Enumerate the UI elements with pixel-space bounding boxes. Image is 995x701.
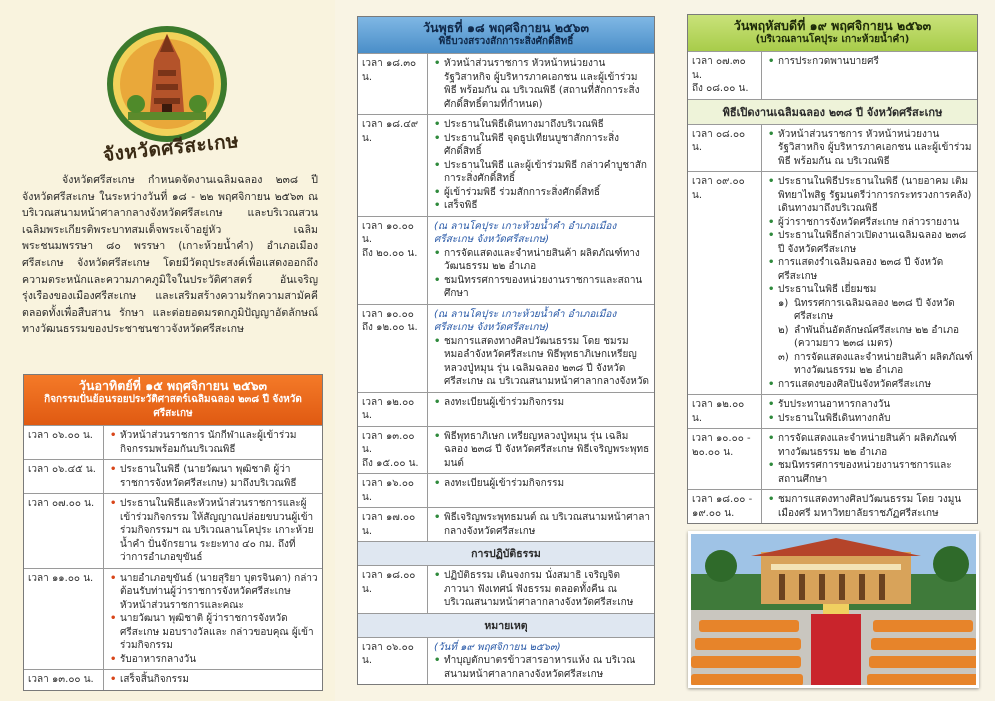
activity-cell [762, 125, 977, 172]
schedule-row [358, 114, 654, 216]
activity-cell [428, 54, 654, 114]
activity-list [110, 572, 318, 667]
schedule-row [688, 394, 977, 428]
practice-section-title: การปฏิบัติธรรม [358, 541, 654, 565]
activity-list [434, 569, 650, 610]
activity-cell [428, 508, 654, 541]
activity-item: • การแสดงของศิลปินจังหวัดศรีสะเกษ [768, 378, 973, 392]
activity-item: • การจัดแสดงและจำหน่ายสินค้า ผลิตภัณฑ์ทางวัฒนธรรม ๒๒ อำเภอ [434, 247, 650, 274]
activity-item: • ประธานในพิธีและหัวหน้าส่วนราชการและผู้เข้าร่วมกิจกรรม ให้สัญญาณปล่อยขบวนผู้เข้าร่วมกิจกรรมฯ ณ บริเวณลานโคปุระ เกาะห้วยน้ำคำ ปั่นจักรยาน ระยะทาง ๔๐ กม. ถึงที่ว่าการอำเภอขุขันธ์ [110, 497, 318, 565]
sunday-title: วันอาทิตย์ที่ ๑๕ พฤศจิกายน ๒๕๖๓ [78, 378, 268, 393]
thursday-title: วันพฤหัสบดีที่ ๑๙ พฤศจิกายน ๒๕๖๓ [733, 18, 932, 33]
activity-cell [428, 115, 654, 216]
activity-cell [762, 172, 977, 394]
activity-cell [428, 427, 654, 474]
time-cell: เวลา ๑๘.๐๐ น. [358, 566, 428, 613]
activity-list [110, 429, 318, 456]
activity-item: • เสร็จสิ้นกิจกรรม [110, 673, 318, 687]
time-cell: เวลา ๐๘.๐๐ น. [688, 125, 762, 172]
thursday-subtitle: (บริเวณลานโคปุระ เกาะห้วยน้ำคำ) [755, 34, 910, 45]
opening-rows [688, 124, 977, 524]
activity-list [768, 55, 973, 69]
activity-item: • หัวหน้าส่วนราชการ นักกีฬาและผู้เข้าร่วมกิจกรรมพร้อมกันบริเวณพิธี [110, 429, 318, 456]
time-cell: เวลา ๑๘.๔๙ น. [358, 115, 428, 216]
time-cell: เวลา ๑๗.๐๐ น. [358, 508, 428, 541]
activity-item: • ทำบุญตักบาตรข้าวสารอาหารแห้ง ณ บริเวณสนามหน้าศาลากลางจังหวัดศรีสะเกษ [434, 654, 650, 681]
schedule-row [358, 473, 654, 507]
activity-item: • การประกวดพานบายศรี [768, 55, 973, 69]
activity-list [434, 118, 650, 213]
subitem-text: นิทรรศการเฉลิมฉลอง ๒๓๘ ปี จังหวัดศรีสะเกษ [794, 297, 955, 322]
sunday-schedule-table [23, 374, 323, 691]
activity-cell [428, 474, 654, 507]
activity-list [434, 396, 650, 410]
activity-item: • ชมนิทรรศการของหน่วยงานราชการและสถานศึกษา [768, 459, 973, 486]
activity-item: • เสร็จพิธี [434, 199, 650, 213]
time-cell: เวลา ๑๐.๐๐ น. ถึง ๒๐.๐๐ น. [358, 217, 428, 304]
thursday-schedule-table [687, 14, 978, 524]
activity-item: • รับประทานอาหารกลางวัน [768, 398, 973, 412]
subitem-text: การจัดแสดงและจำหน่ายสินค้า ผลิตภัณฑ์ทางวัฒนธรรม ๒๒ อำเภอ [794, 351, 973, 376]
activity-item: • นายวัฒนา พุฒิชาติ ผู้ว่าราชการจังหวัดศรีสะเกษ มอบรางวัลและ กล่าวขอบคุณ ผู้เข้าร่วมกิจกรรม [110, 612, 318, 653]
activity-item: • ประธานในพิธี จุดธูปเทียนบูชาสักการะสิ่งศักดิ์สิทธิ์ [434, 132, 650, 159]
activity-cell [104, 426, 322, 459]
activity-list [434, 477, 650, 491]
subitem-number: ๑) [778, 297, 789, 309]
schedule-row [358, 304, 654, 392]
location-note: (วันที่ ๑๙ พฤศจิกายน ๒๕๖๓) [434, 641, 561, 653]
activity-cell [762, 490, 977, 523]
subitem-number: ๒) [778, 324, 789, 336]
activity-item: • ประธานในพิธีเดินทางกลับ [768, 412, 973, 426]
activity-list [110, 463, 318, 490]
activity-item: • ประธานในพิธี เยี่ยมชม [768, 283, 973, 297]
time-cell: เวลา ๑๒.๐๐ น. [688, 395, 762, 428]
activity-subitem [768, 324, 973, 351]
time-cell: เวลา ๑๒.๐๐ น. [358, 393, 428, 426]
activity-list [768, 493, 973, 520]
schedule-row [688, 489, 977, 523]
activity-item: • ประธานในพิธี และผู้เข้าร่วมพิธี กล่าวคำบูชาสักการะสิ่งศักดิ์สิทธิ์ [434, 159, 650, 186]
schedule-row [358, 426, 654, 474]
thursday-header [688, 15, 977, 51]
time-cell: เวลา ๑๐.๐๐ ถึง ๑๒.๐๐ น. [358, 305, 428, 392]
activity-subitem [768, 297, 973, 324]
activity-item: • ประธานในพิธีเดินทางมาถึงบริเวณพิธี [434, 118, 650, 132]
activity-cell [104, 460, 322, 493]
activity-cell [428, 638, 654, 685]
activity-item: • การแสดงรำเฉลิมฉลอง ๒๓๘ ปี จังหวัดศรีสะเกษ [768, 256, 973, 283]
activity-cell [428, 217, 654, 304]
time-cell: เวลา ๑๖.๐๐ น. [358, 474, 428, 507]
activity-cell [104, 494, 322, 568]
wednesday-rows [358, 53, 654, 541]
activity-item: • ประธานในพิธีประธานในพิธี (นายอาคม เติมพิทยาไพสิฐ รัฐมนตรีว่าการกระทรวงการคลัง) เดินทางมาถึงบริเวณพิธี [768, 175, 973, 216]
subitem-text: ลำพันถิ่นอัตลักษณ์ศรีสะเกษ ๒๒ อำเภอ (ความยาว ๒๓๘ เมตร) [794, 324, 960, 349]
schedule-row [358, 507, 654, 541]
schedule-row [688, 428, 977, 489]
activity-list [434, 57, 650, 111]
schedule-row [24, 493, 322, 568]
sunday-header [24, 375, 322, 425]
activity-list [768, 128, 973, 169]
sunday-rows [24, 425, 322, 690]
activity-list [768, 432, 973, 486]
time-cell: เวลา ๐๗.๐๐ น. [24, 494, 104, 568]
activity-item: • นายอำเภอขุขันธ์ (นายสุริยา บุตรจินดา) กล่าวต้อนรับท่านผู้ว่าราชการจังหวัดศรีสะเกษ หัวหน้าส่วนราชการและคณะ [110, 572, 318, 613]
time-cell: เวลา ๑๘.๐๐ - ๑๙.๐๐ น. [688, 490, 762, 523]
activity-list [434, 654, 650, 681]
activity-item: • พิธีพุทธาภิเษก เหรียญหลวงปู่หมุน รุ่น เฉลิมฉลอง ๒๓๘ ปี จังหวัดศรีสะเกษ พิธีเจริญพระพุทธมนต์ [434, 430, 650, 471]
schedule-row [688, 51, 977, 99]
activity-item: • ปฏิบัติธรรม เดินจงกรม นั่งสมาธิ เจริญจิตภาวนา ฟังเทศน์ ฟังธรรม ตลอดทั้งคืน ณ บริเวณสนามหน้าศาลากลางจังหวัดศรีสะเกษ [434, 569, 650, 610]
activity-list [768, 378, 973, 392]
schedule-row [358, 53, 654, 114]
wednesday-schedule-table [357, 16, 655, 685]
time-cell: เวลา ๑๓.๐๐ น. [24, 670, 104, 690]
schedule-row [358, 637, 654, 685]
time-cell: เวลา ๑๓.๐๐ น. ถึง ๑๕.๐๐ น. [358, 427, 428, 474]
note-rows [358, 637, 654, 685]
subitem-number: ๓) [778, 351, 789, 363]
activity-list [434, 335, 650, 389]
activity-item: • ลงทะเบียนผู้เข้าร่วมกิจกรรม [434, 477, 650, 491]
activity-list [434, 511, 650, 538]
wednesday-title: วันพุธที่ ๑๘ พฤศจิกายน ๒๕๖๓ [422, 20, 589, 35]
schedule-row [358, 216, 654, 304]
thursday-rows [688, 51, 977, 99]
schedule-row [24, 425, 322, 459]
schedule-row [24, 459, 322, 493]
time-cell: เวลา ๑๐.๐๐ - ๒๐.๐๐ น. [688, 429, 762, 489]
activity-cell [428, 305, 654, 392]
activity-item: • ชมการแสดงทางศิลปวัฒนธรรม โดย วงมูนเมืองศรี มหาวิทยาลัยราชภัฏศรีสะเกษ [768, 493, 973, 520]
schedule-row [24, 669, 322, 690]
activity-list [434, 247, 650, 301]
activity-cell [762, 429, 977, 489]
activity-list [768, 175, 973, 297]
activity-item: • รับอาหารกลางวัน [110, 653, 318, 667]
activity-item: • ผู้ว่าราชการจังหวัดศรีสะเกษ กล่าวรายงาน [768, 216, 973, 230]
schedule-row [358, 565, 654, 613]
activity-item: • พิธีเจริญพระพุทธมนต์ ณ บริเวณสนามหน้าศาลากลางจังหวัดศรีสะเกษ [434, 511, 650, 538]
activity-item: • หัวหน้าส่วนราชการ หัวหน้าหน่วยงานรัฐวิสาหกิจ ผู้บริหารภาคเอกชน และผู้เข้าร่วมพิธี พร้อมกัน ณ บริเวณพิธี (สถานที่สักการะสิ่งศักดิ์สิทธิ์ตามที่กำหนด) [434, 57, 650, 111]
activity-item: • ชมการแสดงทางศิลปวัฒนธรรม โดย ชมรมหมอลำจังหวัดศรีสะเกษ พิธีพุทธาภิเษกเหรียญหลวงปู่หมุน รุ่น เฉลิมฉลอง ๒๓๘ ปี จังหวัดศรีสะเกษ ณ บริเวณสนามหน้าศาลากลางจังหวัด [434, 335, 650, 389]
time-cell: เวลา ๐๙.๐๐ น. [688, 172, 762, 394]
location-note: (ณ ลานโคปุระ เกาะห้วยน้ำคำ อำเภอเมืองศรีสะเกษ จังหวัดศรีสะเกษ) [434, 220, 617, 245]
time-cell: เวลา ๑๑.๐๐ น. [24, 569, 104, 670]
schedule-row [688, 124, 977, 172]
activity-item: • หัวหน้าส่วนราชการ หัวหน้าหน่วยงานรัฐวิสาหกิจ ผู้บริหารภาคเอกชน และผู้เข้าร่วมพิธี พร้อมกัน ณ บริเวณพิธี [768, 128, 973, 169]
activity-item: • ประธานในพิธีกล่าวเปิดงานเฉลิมฉลอง ๒๓๘ ปี จังหวัดศรีสะเกษ [768, 229, 973, 256]
activity-list [110, 497, 318, 565]
activity-cell [762, 395, 977, 428]
activity-cell [428, 566, 654, 613]
activity-cell [762, 52, 977, 99]
logo-caption: จังหวัดศรีสะเกษ [101, 129, 241, 167]
time-cell: เวลา ๑๘.๓๐ น. [358, 54, 428, 114]
opening-section-title: พิธีเปิดงานเฉลิมฉลอง ๒๓๘ ปี จังหวัดศรีสะเกษ [688, 99, 977, 124]
activity-item: • ประธานในพิธี (นายวัฒนา พุฒิชาติ ผู้ว่าราชการจังหวัดศรีสะเกษ) มาถึงบริเวณพิธี [110, 463, 318, 490]
sunday-subtitle: กิจกรรมปั่นย้อนรอยประวัติศาสตร์เฉลิมฉลอง ๒๓๘ ปี จังหวัดศรีสะเกษ [44, 394, 302, 419]
activity-item: • ผู้เข้าร่วมพิธี ร่วมสักการะสิ่งศักดิ์สิทธิ์ [434, 186, 650, 200]
schedule-row [688, 171, 977, 394]
activity-list [768, 398, 973, 425]
activity-list [434, 430, 650, 471]
intro-paragraph: จังหวัดศรีสะเกษ กำหนดจัดงานเฉลิมฉลอง ๒๓๘ ปี จังหวัดศรีสะเกษ ในระหว่างวันที่ ๑๘ - ๒๒ พฤศจิกายน ๒๕๖๓ ณ บริเวณสนามหน้าศาลากลางจังหวัดศรีสะเกษ และบริเวณสวนเฉลิมพระเกียรติพระบาทสมเด็จพระเจ้าอยู่หัว เฉลิมพระชนมพรรษา ๘๐ พรรษา (เกาะห้วยน้ำคำ) อำเภอเมืองศรีสะเกษ จังหวัดศรีสะเกษ โดยมีวัตถุประสงค์เพื่อแสดงออกถึงความตระหนักและความภาคภูมิใจในประวัติศาสตร์ อันเจริญรุ่งเรืองของเมืองศรีสะเกษ และเสริมสร้างความรักความสามัคคี ตลอดทั้งเพื่อสืบสาน รักษา และต่อยอดมรดกภูมิปัญญาอัตลักษณ์ทางวัฒนธรรมของประชาชนชาวจังหวัดศรีสะเกษ [22, 174, 318, 336]
wednesday-subtitle: พิธีบวงสรวงสักการะสิ่งศักดิ์สิทธิ์ [438, 36, 574, 47]
time-cell: เวลา ๐๖.๐๐ น. [358, 638, 428, 685]
time-cell: เวลา ๐๗.๓๐ น. ถึง ๐๘.๐๐ น. [688, 52, 762, 99]
activity-list [110, 673, 318, 687]
activity-item: • ลงทะเบียนผู้เข้าร่วมกิจกรรม [434, 396, 650, 410]
time-cell: เวลา ๐๖.๐๐ น. [24, 426, 104, 459]
wednesday-header [358, 17, 654, 53]
activity-item: • ชมนิทรรศการของหน่วยงานราชการและสถานศึกษา [434, 274, 650, 301]
practice-rows [358, 565, 654, 613]
activity-item: • การจัดแสดงและจำหน่ายสินค้า ผลิตภัณฑ์ทางวัฒนธรรม ๒๒ อำเภอ [768, 432, 973, 459]
time-cell: เวลา ๐๖.๔๕ น. [24, 460, 104, 493]
schedule-row [358, 392, 654, 426]
note-section-title: หมายเหตุ [358, 613, 654, 637]
activity-cell [104, 569, 322, 670]
ceremony-photo [688, 531, 979, 688]
activity-cell [104, 670, 322, 690]
activity-cell [428, 393, 654, 426]
activity-subitem [768, 351, 973, 378]
location-note: (ณ ลานโคปุระ เกาะห้วยน้ำคำ อำเภอเมืองศรีสะเกษ จังหวัดศรีสะเกษ) [434, 308, 617, 333]
schedule-row [24, 568, 322, 670]
